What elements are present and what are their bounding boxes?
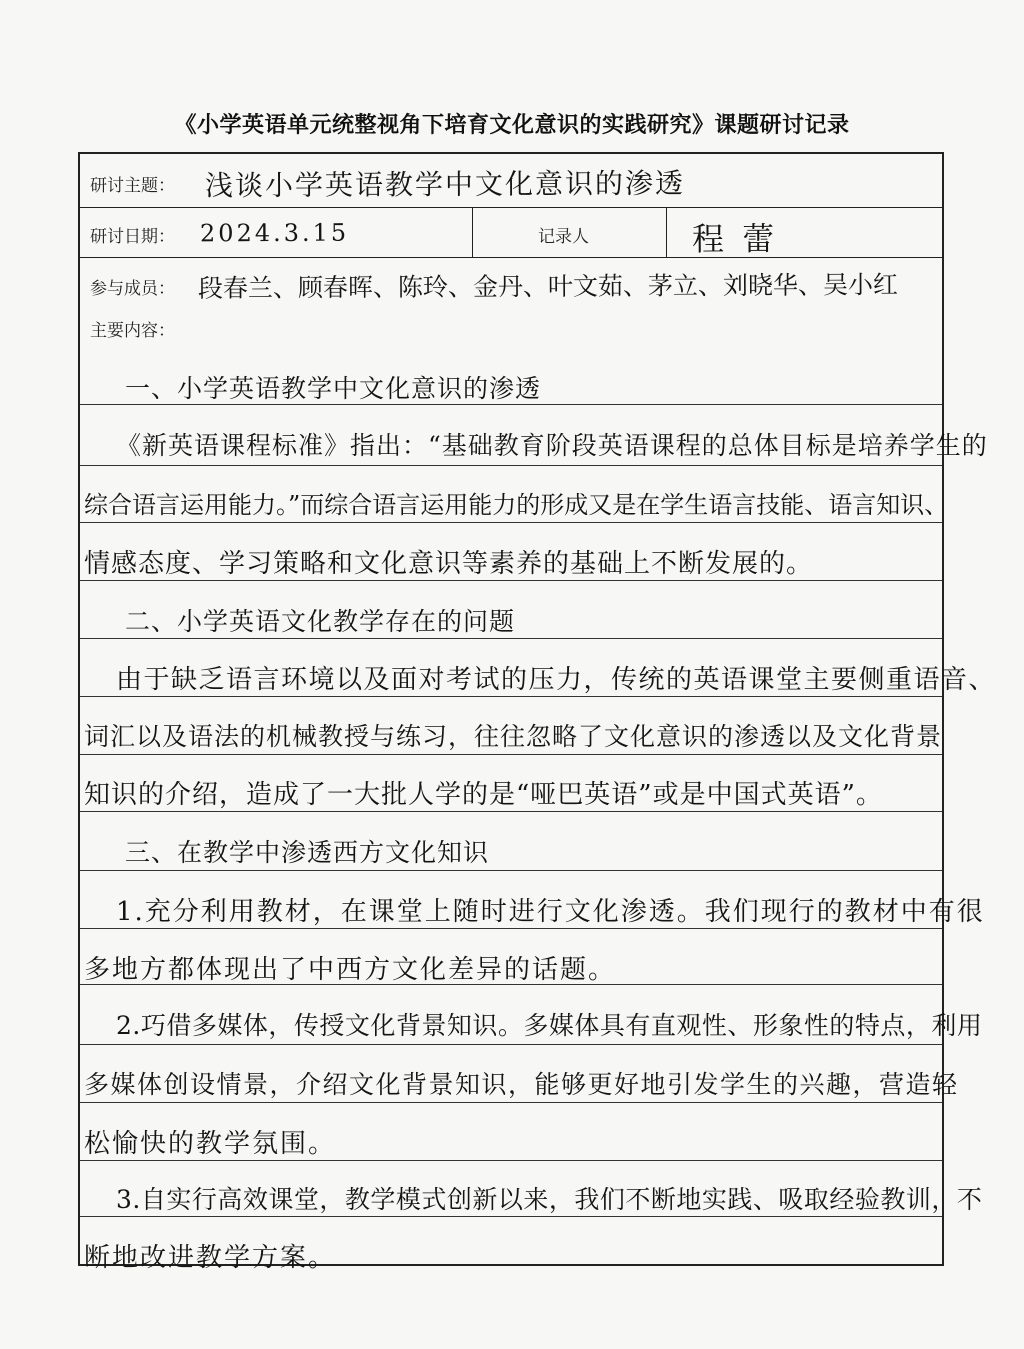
content-line: 3.自实行高效课堂，教学模式创新以来，我们不断地实践、吸取经验教训，不 bbox=[116, 1185, 983, 1214]
record-form bbox=[78, 152, 997, 1273]
ruled-line bbox=[80, 522, 942, 523]
date-value: 2024.3.15 bbox=[199, 218, 350, 248]
ruled-line bbox=[80, 1216, 942, 1217]
section-heading: 一、小学英语教学中文化意识的渗透 bbox=[125, 374, 542, 403]
ruled-line bbox=[80, 754, 942, 755]
ruled-line bbox=[80, 1160, 942, 1161]
content-label: 主要内容： bbox=[90, 321, 175, 341]
content-line: 知识的介绍，造成了一大批人学的是“哑巴英语”或是中国式英语”。 bbox=[84, 780, 883, 810]
content-line: 多媒体创设情景，介绍文化背景知识，能够更好地引发学生的兴趣，营造轻 bbox=[84, 1070, 959, 1099]
members-label: 参与成员： bbox=[90, 279, 175, 299]
content-line: 情感态度、学习策略和文化意识等素养的基础上不断发展的。 bbox=[84, 549, 814, 579]
ruled-line bbox=[80, 870, 942, 871]
content-line: 综合语言运用能力。”而综合语言运用能力的形成又是在学生语言技能、语言知识、 bbox=[84, 491, 949, 519]
content-line: 多地方都体现出了中西方文化差异的话题。 bbox=[84, 955, 617, 985]
ruled-line bbox=[80, 580, 942, 581]
content-line: 由于缺乏语言环境以及面对考试的压力，传统的英语课堂主要侧重语音、 bbox=[116, 665, 997, 695]
topic-row bbox=[80, 154, 942, 208]
divider-line bbox=[472, 208, 473, 257]
section-heading: 三、在教学中渗透西方文化知识 bbox=[125, 838, 490, 867]
recorder-value: 程 蕾 bbox=[691, 219, 779, 259]
section-heading: 二、小学英语文化教学存在的问题 bbox=[125, 607, 516, 636]
divider-line bbox=[666, 208, 667, 257]
date-label: 研讨日期： bbox=[90, 227, 175, 247]
recorder-label: 记录人 bbox=[538, 227, 589, 247]
content-line: 《新英语课程标准》指出：“基础教育阶段英语课程的总体目标是培养学生的 bbox=[116, 431, 988, 460]
content-line: 松愉快的教学氛围。 bbox=[84, 1129, 337, 1159]
ruled-line bbox=[80, 1102, 942, 1103]
ruled-line bbox=[80, 696, 942, 697]
members-value: 段春兰、顾春晖、陈玲、金丹、叶文茹、茅立、刘晓华、吴小红 bbox=[197, 270, 899, 303]
content-line: 词汇以及语法的机械教授与练习，往往忽略了文化意识的渗透以及文化背景 bbox=[84, 722, 943, 751]
document-title: 《小学英语单元统整视角下培育文化意识的实践研究》课题研讨记录 bbox=[174, 113, 850, 138]
ruled-line bbox=[80, 638, 942, 639]
topic-value: 浅谈小学英语教学中文化意识的渗透 bbox=[204, 166, 686, 203]
ruled-line bbox=[80, 811, 942, 812]
topic-label: 研讨主题： bbox=[90, 176, 175, 196]
content-line: 1.充分利用教材，在课堂上随时进行文化渗透。我们现行的教材中有很 bbox=[116, 897, 985, 927]
ruled-line bbox=[80, 465, 942, 466]
content-line: 断地改进教学方案。 bbox=[84, 1243, 337, 1273]
ruled-line bbox=[80, 1044, 942, 1045]
date-row bbox=[80, 208, 942, 258]
ruled-line bbox=[80, 928, 942, 929]
content-line: 2.巧借多媒体，传授文化背景知识。多媒体具有直观性、形象性的特点，利用 bbox=[116, 1011, 983, 1040]
members-row bbox=[80, 258, 942, 312]
